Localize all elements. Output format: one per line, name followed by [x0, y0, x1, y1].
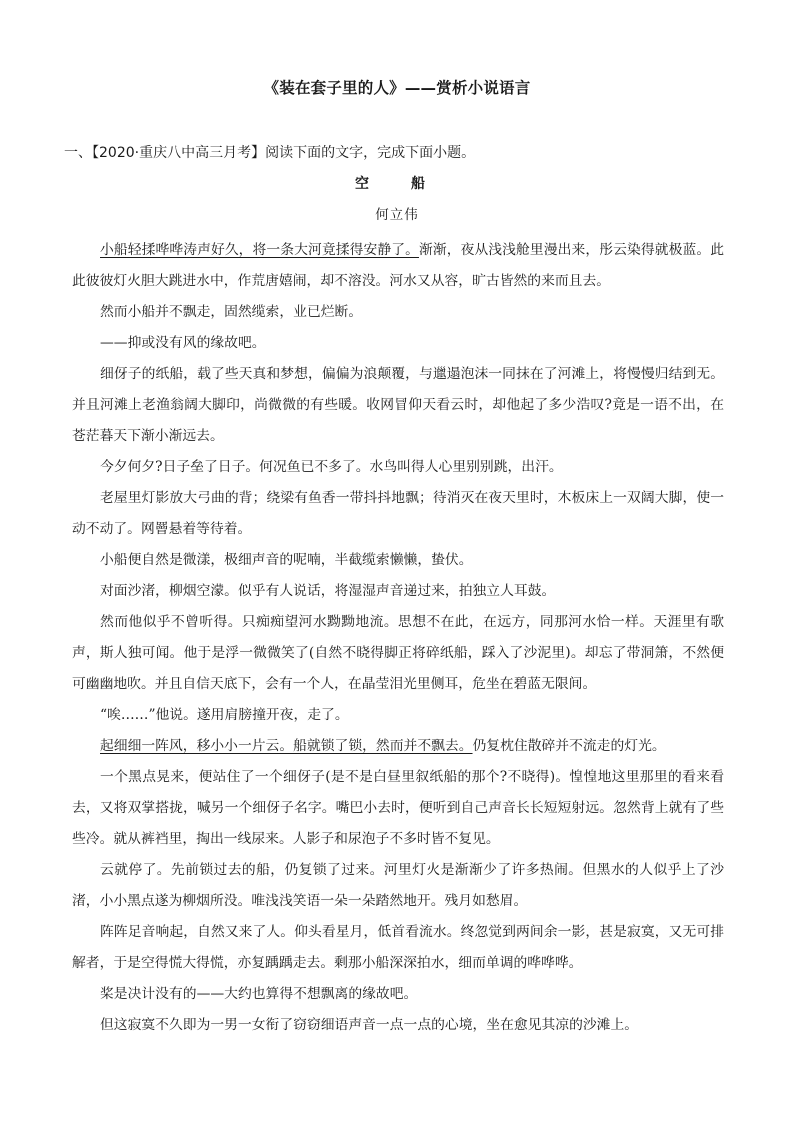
paragraph-text: 桨是决计没有的——大约也算得不想飘离的缘故吧。 [100, 986, 418, 1002]
paragraph-text: ——抑或没有风的缘故吧。 [100, 335, 266, 351]
page-title: 《装在套子里的人》——赏析小说语言 [263, 79, 531, 97]
story-author: 何立伟 [375, 207, 419, 223]
paragraph [72, 576, 724, 607]
paragraph-text: 云就停了。先前锁过去的船，仍复锁了过来。河里灯火是渐渐少了许多热闹。但黑水的人似乎上了沙渚，小小黑点遂为柳烟所没。唯浅浅笑语一朵一朵踏然地开。残月如愁眉。 [72, 862, 724, 909]
paragraph [72, 731, 724, 762]
paragraph-text: 但这寂寞不久即为一男一女衔了窃窃细语声音一点一点的心境，坐在愈见其凉的沙滩上。 [100, 1017, 639, 1033]
paragraph [72, 979, 724, 1010]
story-body [72, 235, 724, 1041]
paragraph-text: 对面沙渚，柳烟空濛。似乎有人说话，将湿湿声音递过来，拍独立人耳鼓。 [100, 583, 556, 599]
paragraph [72, 700, 724, 731]
paragraph [72, 1010, 724, 1041]
paragraph [72, 762, 724, 855]
paragraph [72, 328, 724, 359]
paragraph-text: 老屋里灯影放大弓曲的背；绕梁有鱼香一带抖抖地飘；待消灭在夜天里时，木板床上一双阔大脚，使一动不动了。网罾悬着等待着。 [72, 490, 724, 537]
paragraph [72, 452, 724, 483]
paragraph [72, 917, 724, 979]
paragraph-text: 渐渐，夜从浅浅舱里漫出来，彤云染得就极蓝。此此彼彼灯火胆大跳进水中，作荒唐嬉闹，却不溶没。河水又从容，旷古皆然的来而且去。 [72, 242, 724, 289]
paragraph [72, 545, 724, 576]
paragraph-text: 细伢子的纸船，载了些天真和梦想，偏偏为浪颠覆，与邋遢泡沫一同抹在了河滩上，将慢慢归结到无。并且河滩上老渔翁阔大脚印，尚微微的有些暖。收网冒仰天看云时，却他起了多少浩叹?竟是一语不出，在苍茫暮天下渐小渐远去。 [72, 366, 724, 444]
paragraph [72, 235, 724, 297]
question-prompt: 一、【2020·重庆八中高三月考】阅读下面的文字，完成下面小题。 [64, 145, 476, 161]
paragraph-text: 然而他似乎不曾听得。只痴痴望河水黝黝地流。思想不在此，在远方，同那河水恰一样。天涯里有歌声，斯人独可闻。他于是浮一微微笑了(自然不晓得脚正将碎纸船，踩入了沙泥里)。却忘了带洞箫，不然便可幽幽地吹。并且自信天底下，会有一个人，在晶莹泪光里侧耳，危坐在碧蓝无限间。 [72, 614, 724, 692]
paragraph-text: “唉……”他说。遂用肩膀撞开夜，走了。 [100, 707, 349, 723]
paragraph [72, 483, 724, 545]
paragraph-text: 一个黑点晃来，便站住了一个细伢子(是不是白昼里叙纸船的那个?不晓得)。惶惶地这里那里的看来看去，又将双掌搭拢，喊另一个细伢子名字。嘴巴小去时，便听到自己声音长长短短射远。忽然背上就有了些些冷。就从裤裆里，掏出一线尿来。人影子和尿泡子不多时皆不复见。 [72, 769, 724, 847]
paragraph-text: 仍复枕住散碎并不流走的灯光。 [472, 738, 666, 754]
paragraph [72, 607, 724, 700]
paragraph [72, 297, 724, 328]
story-title: 空 船 [355, 176, 439, 192]
underlined-sentence: 小船轻揉哗哗涛声好久，将一条大河竟揉得安静了。 [100, 242, 419, 258]
paragraph [72, 855, 724, 917]
paragraph-text: 小船便自然是微漾，极细声音的呢喃，半截缆索懒懒，蛰伏。 [100, 552, 473, 568]
paragraph-text: 然而小船并不飘走，固然缆索，业已烂断。 [100, 304, 363, 320]
underlined-sentence: 起细细一阵风，移小小一片云。船就锁了锁，然而并不飘去。 [100, 738, 473, 754]
paragraph [72, 359, 724, 452]
paragraph-text: 今夕何夕?日子垒了日子。何况鱼已不多了。水鸟叫得人心里别别跳，出汗。 [100, 459, 563, 475]
paragraph-text: 阵阵足音响起，自然又来了人。仰头看星月，低首看流水。终忽觉到两间余一影，甚是寂寞，又无可排解者，于是空得慌大得慌，亦复踽踽走去。剩那小船深深拍水，细而单调的哗哗哗。 [72, 924, 724, 971]
